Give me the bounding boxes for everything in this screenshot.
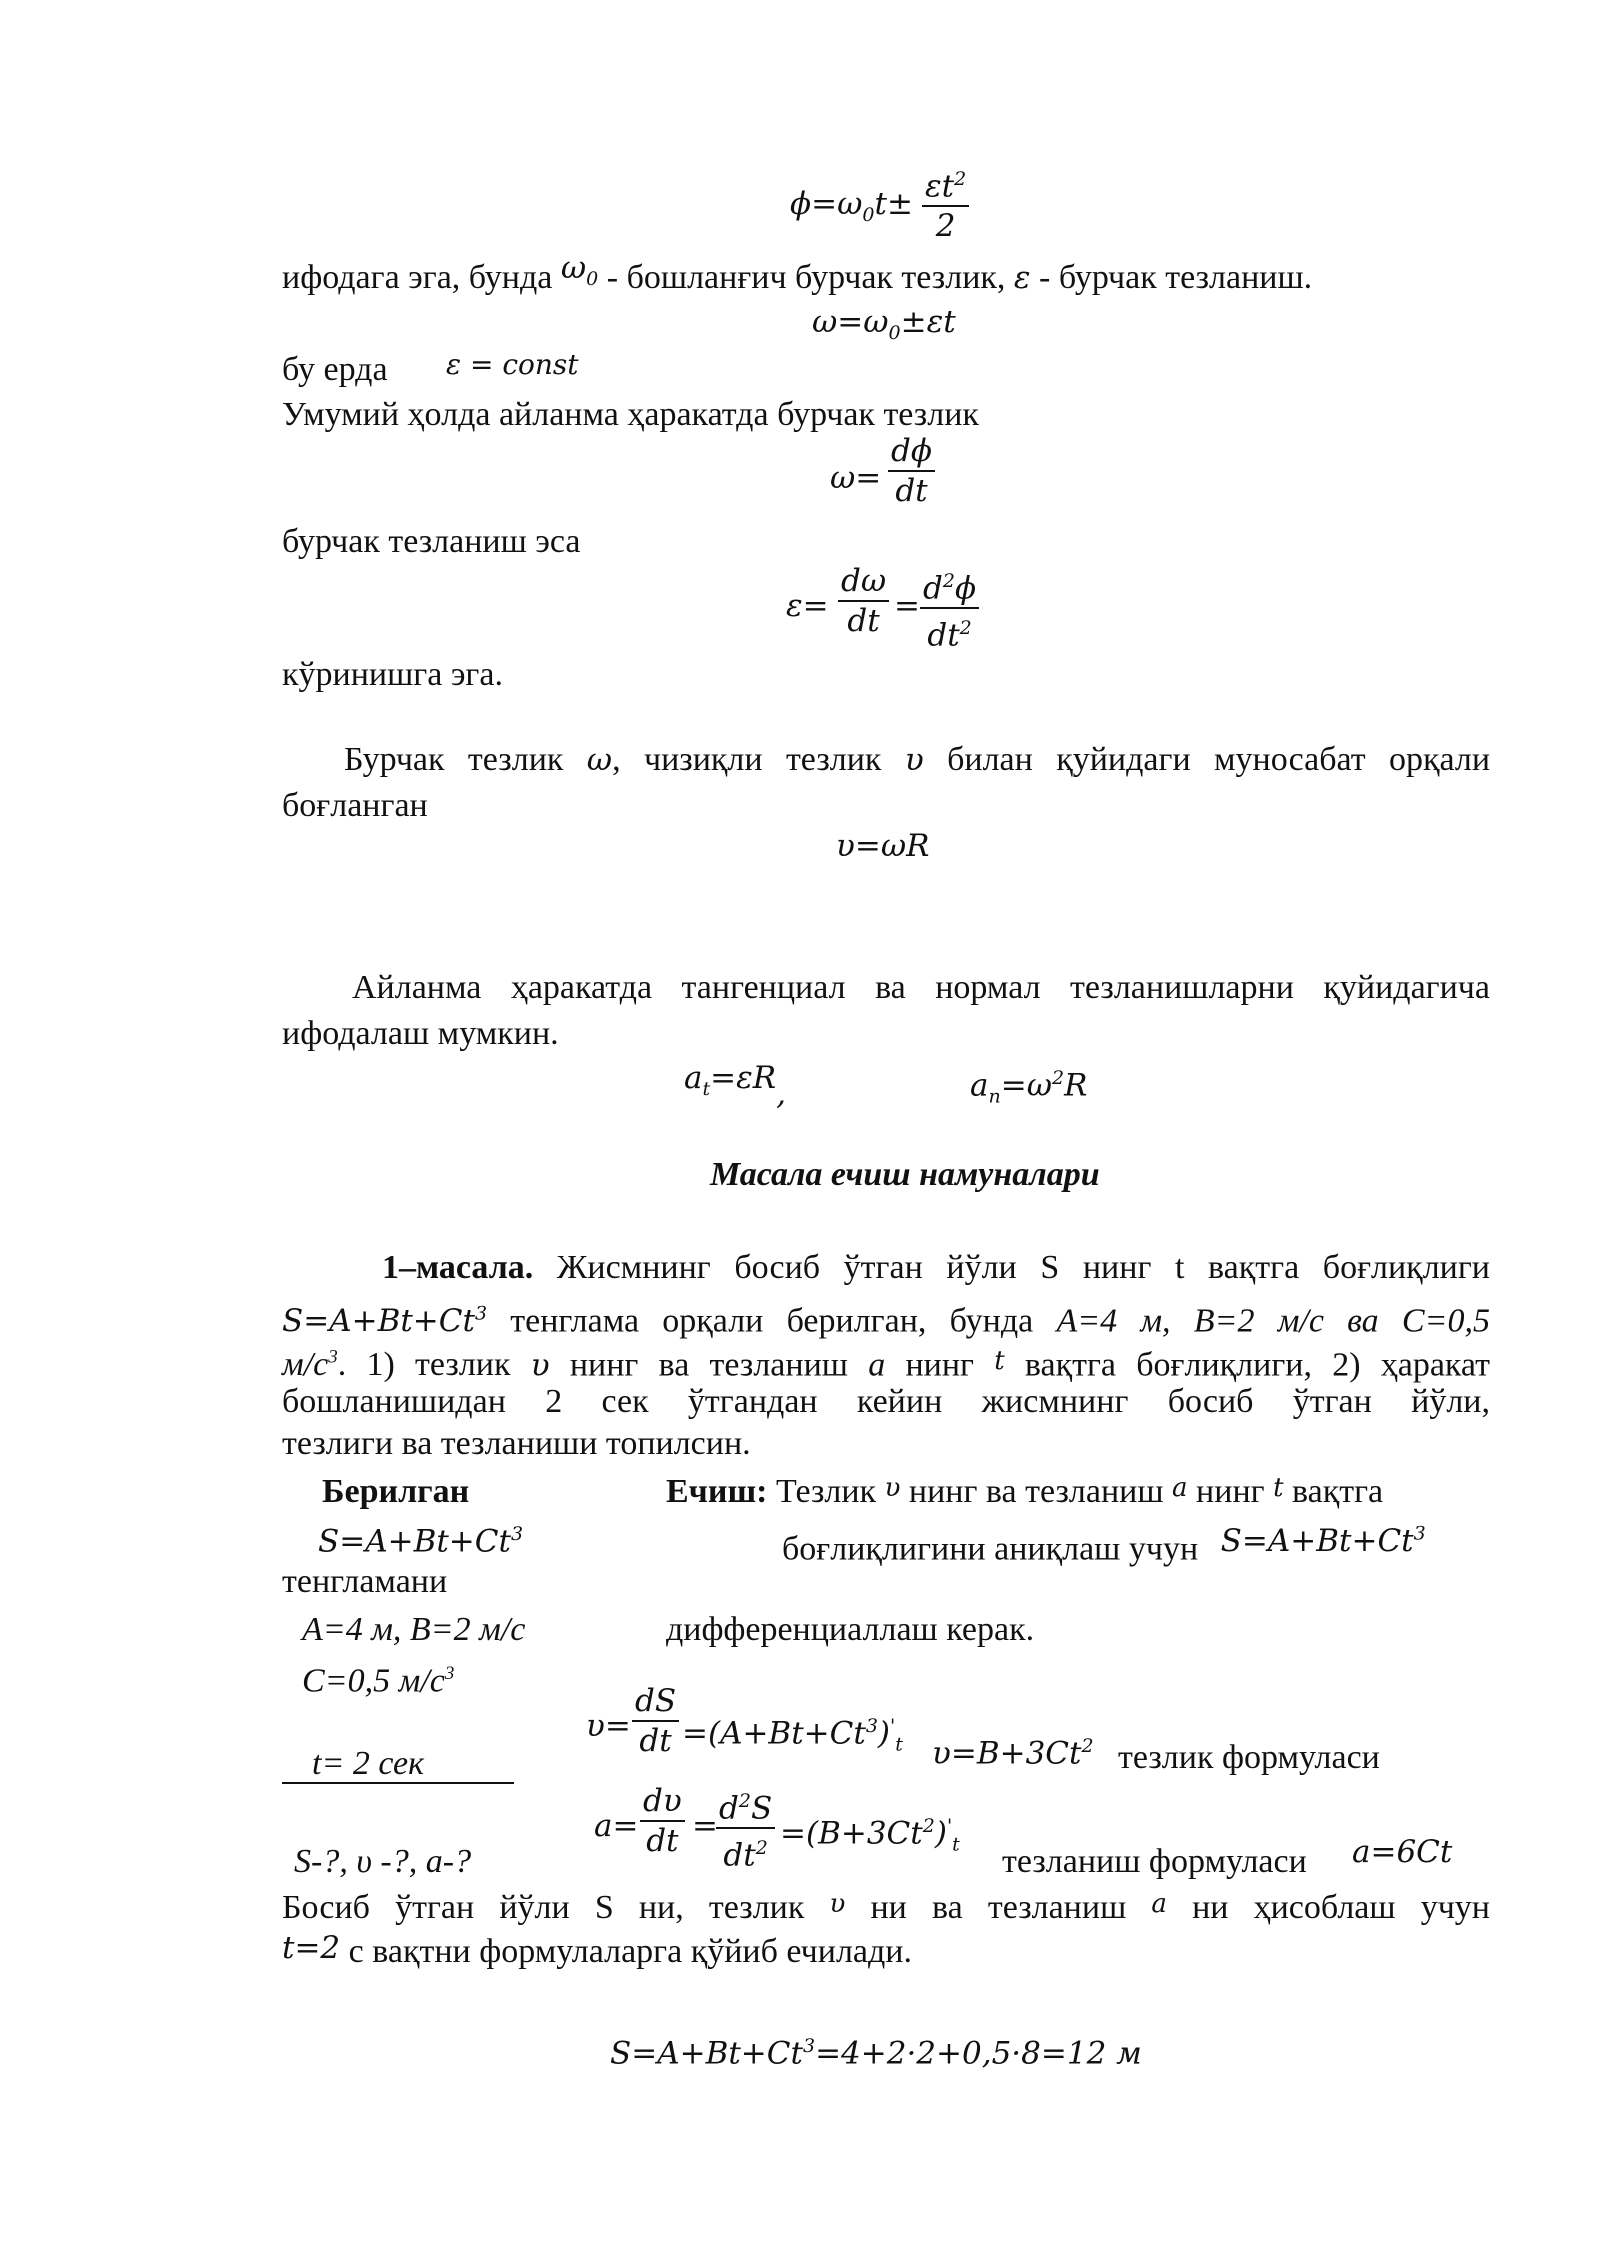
fraction-d2s-dt2: $\frac{d^2S}{dt^2}$ <box>716 1782 775 1875</box>
velocity-lhs: υ= <box>586 1708 631 1744</box>
accel-line: бурчак тезланиш эса <box>282 523 581 560</box>
accel-formula-label: тезланиш формуласи <box>1002 1843 1307 1880</box>
link-paragraph-line2: боғланган <box>282 787 428 824</box>
fraction-dphi-dt: $\frac{d\phi}{dt}$ <box>888 432 935 510</box>
velocity-rhs: $=(A+Bt+Ct^3)'_t$ <box>682 1715 903 1756</box>
given-ab: A=4 м, B=2 м/с <box>302 1611 526 1648</box>
calc-line1: Босиб ўтган йўли S ни, тезлик υ ни ва тезланиш a ни ҳисоблаш учун <box>282 1889 1491 1926</box>
equation-v-omega-r: υ=ωR <box>836 828 930 864</box>
fraction-d2phi-dt2: $\frac{d^2\phi}{dt^2}$ <box>920 562 979 655</box>
accel-result: a=6Ct <box>1352 1834 1453 1870</box>
fraction-dv-dt: $\frac{d\upsilon}{dt}$ <box>640 1782 685 1860</box>
equation-omega: $\omega=\omega_0\pm\varepsilon t$ <box>812 304 956 345</box>
given-equation: $S=A+Bt+Ct^3$ <box>318 1523 524 1560</box>
accel-lhs: a= <box>594 1808 639 1844</box>
fraction-domega-dt: $\frac{d\omega}{dt}$ <box>838 562 889 640</box>
intro-line: ифодага эга, бунда $\omega_0$ - бошланғич бурчак тезлик, ε - бурчак тезланиш. <box>282 250 1313 296</box>
equation-eps-eq: = <box>894 588 920 624</box>
accel-rhs: $=(B+3Ct^2)'_t$ <box>780 1815 960 1856</box>
calc-line2: t=2 с вақтни формулаларга қўйиб ечилади. <box>282 1930 912 1970</box>
problem-line3: $м/с^3$. 1) тезлик υ нинг ва тезланиш a нинг t вақтга боғлиқлиги, 2) ҳаракат <box>282 1346 1491 1384</box>
section-heading: Масала ечиш намуналари <box>710 1156 1100 1193</box>
given-time: t= 2 сек <box>312 1745 425 1782</box>
solution-line3: дифференциаллаш керак. <box>666 1611 1035 1648</box>
given-c: C=0,5 $м/с^3$ <box>302 1662 455 1700</box>
problem-line1: 1–масала. Жисмнинг босиб ўтган йўли S нинг t вақтга боғлиқлиги <box>382 1249 1490 1286</box>
final-equation: $S=A+Bt+Ct^3=4+2\cdot 2+0,5\cdot 8=12$ м <box>610 2035 1142 2072</box>
equation-an: $a_n=\omega^2R$ <box>970 1067 1088 1108</box>
equation-phi: $\phi=\omega_0t\pm$ <box>790 186 913 227</box>
given-find: S-?, υ -?, a-? <box>294 1843 472 1880</box>
fraction-ds-dt: $\frac{dS}{dt}$ <box>632 1682 679 1760</box>
solution-line1: Ечиш: Тезлик υ нинг ва тезланиш a нинг t вақтга <box>666 1473 1384 1510</box>
problem-line4: бошланишидан 2 сек ўтгандан кейин жисмнинг босиб ўтган йўли, <box>282 1383 1490 1420</box>
solution-line2: боғлиқлигини аниқлаш учун $S=A+Bt+Ct^3$ <box>782 1523 1426 1568</box>
given-equation-tail: тенгламани <box>282 1563 448 1600</box>
given-divider <box>282 1782 514 1784</box>
tangential-paragraph-line2: ифодалаш мумкин. <box>282 1015 559 1052</box>
equation-omega-deriv-lhs: ω= <box>830 460 882 496</box>
given-label: Берилган <box>322 1473 470 1510</box>
link-paragraph-line1: Бурчак тезлик ω, чизиқли тезлик υ билан қуйидаги муносабат орқали <box>344 741 1491 778</box>
problem-line2: $S=A+Bt+Ct^3$ тенглама орқали берилган, бунда A=4 м, B=2 м/с ва C=0,5 <box>282 1302 1491 1340</box>
equation-eps-lhs: ε= <box>786 588 829 624</box>
here-line: бу ерда ε = const <box>282 348 579 388</box>
fraction-eps-t2: $\frac{\varepsilon t^2}{2}$ <box>922 160 969 245</box>
problem-line5: тезлиги ва тезланиши топилсин. <box>282 1425 751 1462</box>
accel-eq: = <box>692 1808 718 1844</box>
general-line: Умумий ҳолда айланма ҳаракатда бурчак тезлик <box>282 396 979 433</box>
equation-at: $a_t=\varepsilon R$, <box>684 1060 786 1112</box>
form-line: кўринишга эга. <box>282 656 503 693</box>
tangential-paragraph-line1: Айланма ҳаракатда тангенциал ва нормал тезланишларни қуйидагича <box>352 969 1490 1006</box>
velocity-result: $\upsilon=B+3Ct^2$ <box>932 1735 1094 1772</box>
velocity-formula-label: тезлик формуласи <box>1118 1739 1380 1776</box>
